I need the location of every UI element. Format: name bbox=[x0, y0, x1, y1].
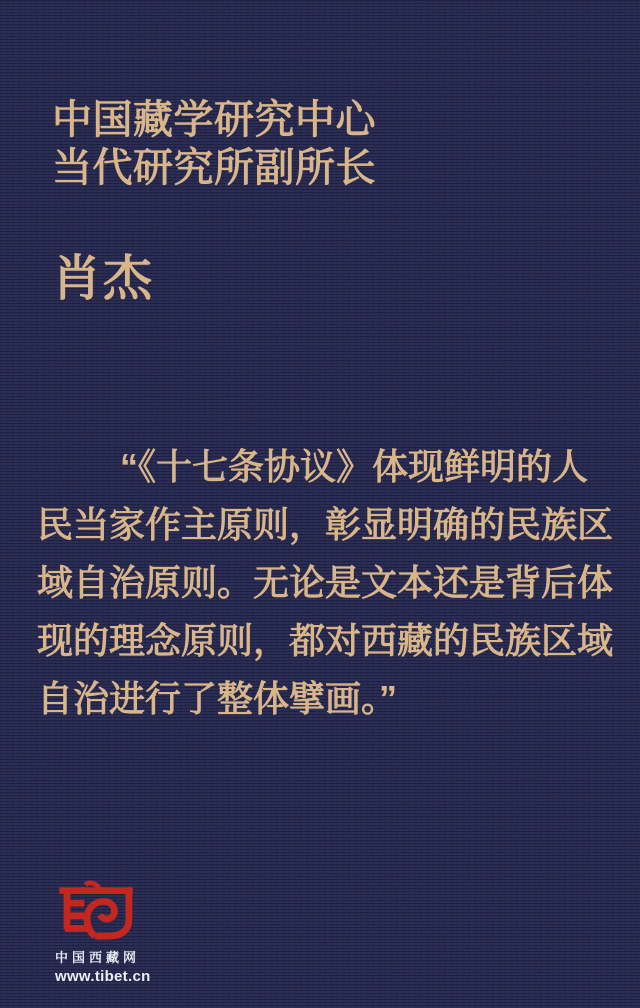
person-name: 肖杰 bbox=[52, 252, 155, 306]
site-url: www.tibet.cn bbox=[55, 968, 151, 985]
affiliation-line2: 当代研究所副所长 bbox=[52, 146, 376, 190]
quote-line: 域自治原则。无论是文本还是背后体 bbox=[37, 562, 614, 603]
quote-line: “《十七条协议》体现鲜明的人 bbox=[120, 446, 589, 487]
quote-line: 自治进行了整体擘画。” bbox=[37, 678, 398, 719]
quote-line: 民当家作主原则，彰显明确的民族区 bbox=[37, 504, 614, 545]
site-branding bbox=[55, 880, 195, 985]
quote-line: 现的理念原则，都对西藏的民族区域 bbox=[37, 620, 614, 661]
affiliation-line1: 中国藏学研究中心 bbox=[52, 98, 376, 142]
affiliation-title bbox=[52, 96, 376, 192]
tibet-net-logo-icon bbox=[55, 880, 137, 940]
quote-block bbox=[37, 438, 622, 728]
site-name: 中国西藏网 bbox=[55, 950, 141, 965]
